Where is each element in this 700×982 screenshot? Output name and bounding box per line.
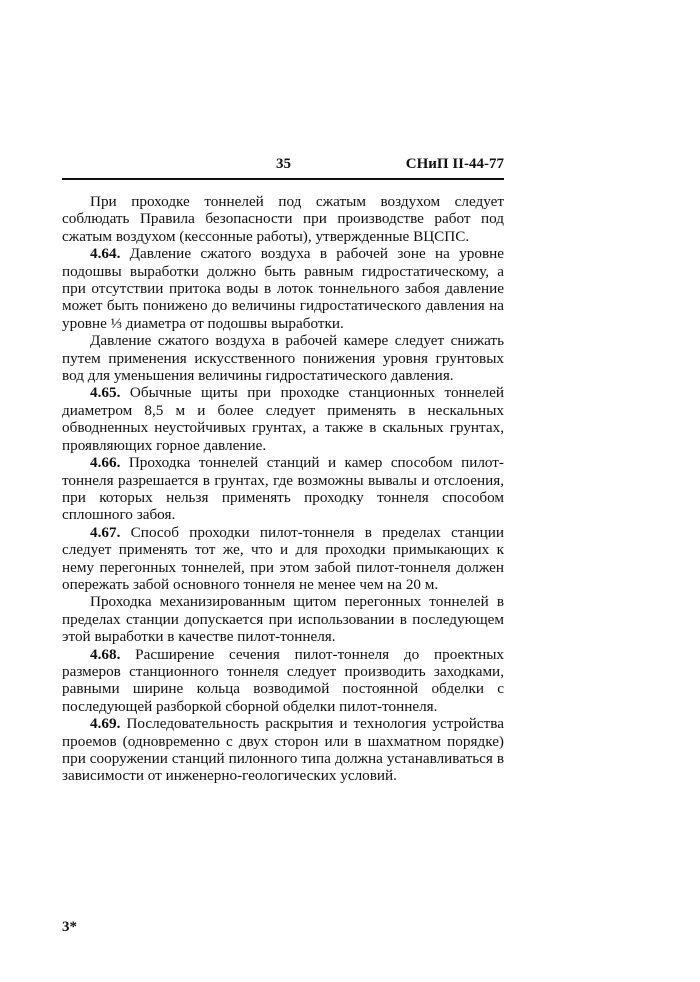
paragraph-text: Расширение сечения пилот-тоннеля до проектных размеров станционного тоннеля следует производить заходками, равными ширине кольца возводимой постоянной обделки с последующей разборкой сборной обделки пилот-тоннеля. <box>62 645 504 715</box>
clause-number: 4.64. <box>90 245 121 263</box>
paragraph-text: Способ проходки пилот-тоннеля в пределах станции следует применять тот же, что и для проходки примыкающих к нему перегонных тоннелей, при этом забой пилот-тоннеля должен опережать забой основного тоннеля не менее чем на 20 м. <box>62 523 504 593</box>
paragraph <box>62 454 504 524</box>
clause-number: 4.67. <box>90 523 121 541</box>
paragraph-text: Последовательность раскрытия и технология устройства проемов (одновременно с двух сторон или в шахматном порядке) при сооружении станций пилонного типа должна устанавливаться в зависимости от инженерно-геологических условий. <box>62 715 504 785</box>
clause-number: 4.65. <box>90 384 121 402</box>
paragraph <box>62 715 504 785</box>
paragraph <box>62 193 504 245</box>
paragraph <box>62 524 504 594</box>
page-header <box>62 156 504 176</box>
paragraph <box>62 646 504 716</box>
paragraph <box>62 245 504 332</box>
paragraph-text: Проходка тоннелей станций и камер способом пилот-тоннеля разрешается в грунтах, где возможны вывалы и отслоения, при которых нельзя применять проходку тоннеля способом сплошного забоя. <box>62 454 504 524</box>
clause-number: 4.69. <box>90 715 121 733</box>
paragraph-text: Проходка механизированным щитом перегонных тоннелей в пределах станции допускается при использовании в последующем этой выработки в качестве пилот-тоннеля. <box>62 593 504 646</box>
body-text <box>62 193 504 785</box>
document-code: СНиП II-44-77 <box>405 156 504 172</box>
clause-number: 4.68. <box>90 645 121 663</box>
paragraph <box>62 384 504 454</box>
page-number: 35 <box>276 156 291 172</box>
signature-mark: 3* <box>62 919 77 935</box>
paragraph <box>62 332 504 384</box>
paragraph <box>62 593 504 645</box>
header-rule <box>62 178 504 180</box>
paragraph-text: Давление сжатого воздуха в рабочей камере следует снижать путем применения искусственного понижения уровня грунтовых вод для уменьшения величины гидростатического давления. <box>62 332 504 385</box>
paragraph-text: Давление сжатого воздуха в рабочей зоне на уровне подошвы выработки должно быть равным гидростатическому, а при отсутствии притока воды в лоток тоннельного забоя давление может быть понижено до величины гидростатического давления на уровне ⅓ диаметра от подошвы выработки. <box>62 245 504 332</box>
paragraph-text: Обычные щиты при проходке станционных тоннелей диаметром 8,5 м и более следует применять в нескальных обводненных неустойчивых грунтах, а также в скальных грунтах, проявляющих горное давление. <box>62 384 504 454</box>
paragraph-text: При проходке тоннелей под сжатым воздухом следует соблюдать Правила безопасности при производстве работ под сжатым воздухом (кессонные работы), утвержденные ВЦСПС. <box>62 193 504 245</box>
clause-number: 4.66. <box>90 454 121 472</box>
